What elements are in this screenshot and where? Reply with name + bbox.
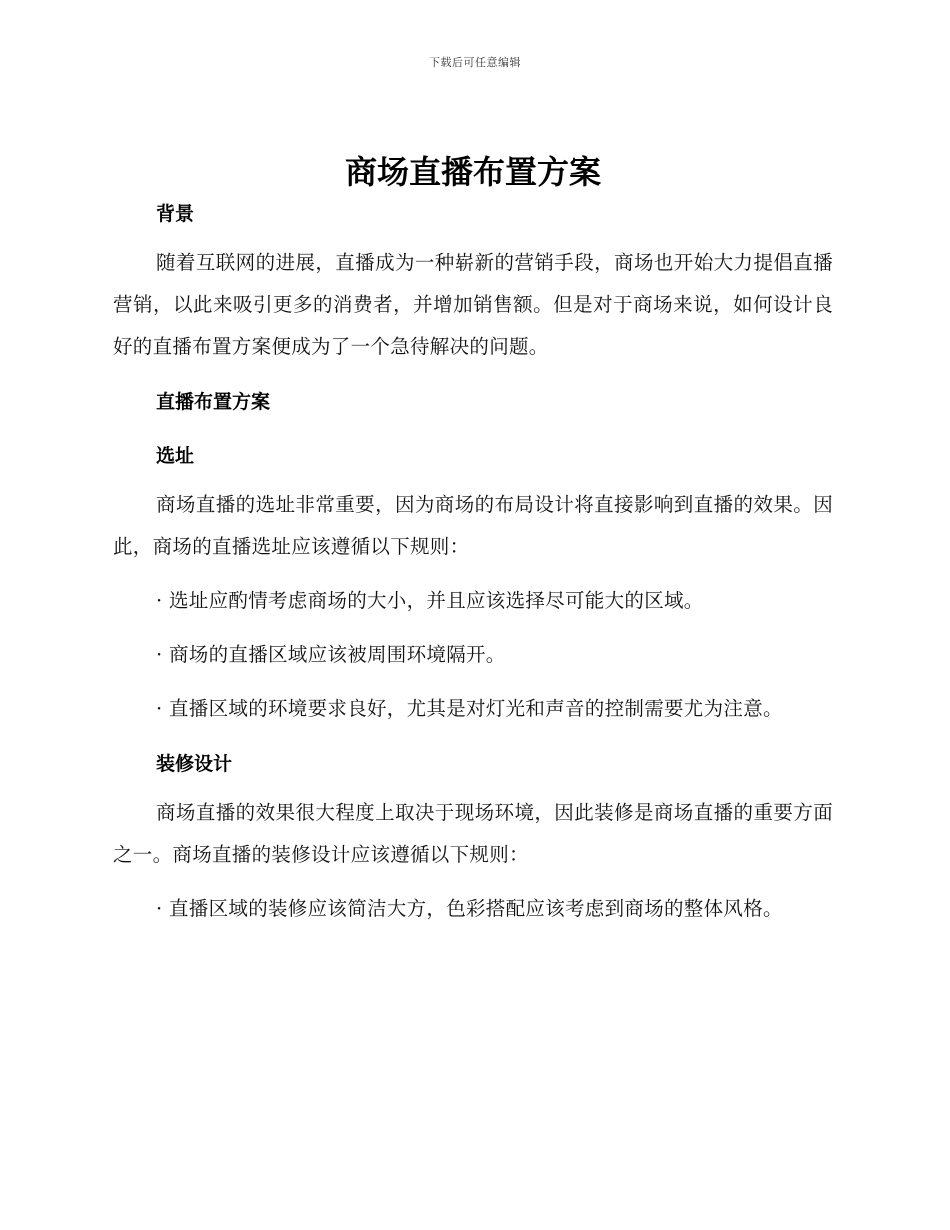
paragraph-decoration: 商场直播的效果很大程度上取决于现场环境，因此装修是商场直播的重要方面之一。商场直播的装修设计应该遵循以下规则： <box>113 801 833 866</box>
bullet-site-1: · 选址应酌情考虑商场的大小，并且应该选择尽可能大的区域。 <box>156 589 704 612</box>
bullet-site-3: · 直播区域的环境要求良好，尤其是对灯光和声音的控制需要尤为注意。 <box>156 697 783 720</box>
heading-decoration: 装修设计 <box>156 753 233 775</box>
header-note: 下载后可任意编辑 <box>429 56 521 69</box>
paragraph-site: 商场直播的选址非常重要，因为商场的布局设计将直接影响到直播的效果。因此，商场的直播选址应该遵循以下规则： <box>113 493 833 558</box>
paragraph-background: 随着互联网的进展，直播成为一种崭新的营销手段，商场也开始大力提倡直播营销，以此来吸引更多的消费者，并增加销售额。但是对于商场来说，如何设计良好的直播布置方案便成为了一个急待解决的问题。 <box>113 251 833 358</box>
bullet-site-2: · 商场的直播区域应该被周围环境隔开。 <box>156 643 506 666</box>
bullet-decoration-1: · 直播区域的装修应该简洁大方，色彩搭配应该考虑到商场的整体风格。 <box>156 897 783 920</box>
document-body <box>113 150 833 930</box>
heading-plan: 直播布置方案 <box>156 391 271 413</box>
heading-site: 选址 <box>156 445 195 467</box>
heading-background: 背景 <box>156 203 195 225</box>
document-title: 商场直播布置方案 <box>344 153 601 191</box>
